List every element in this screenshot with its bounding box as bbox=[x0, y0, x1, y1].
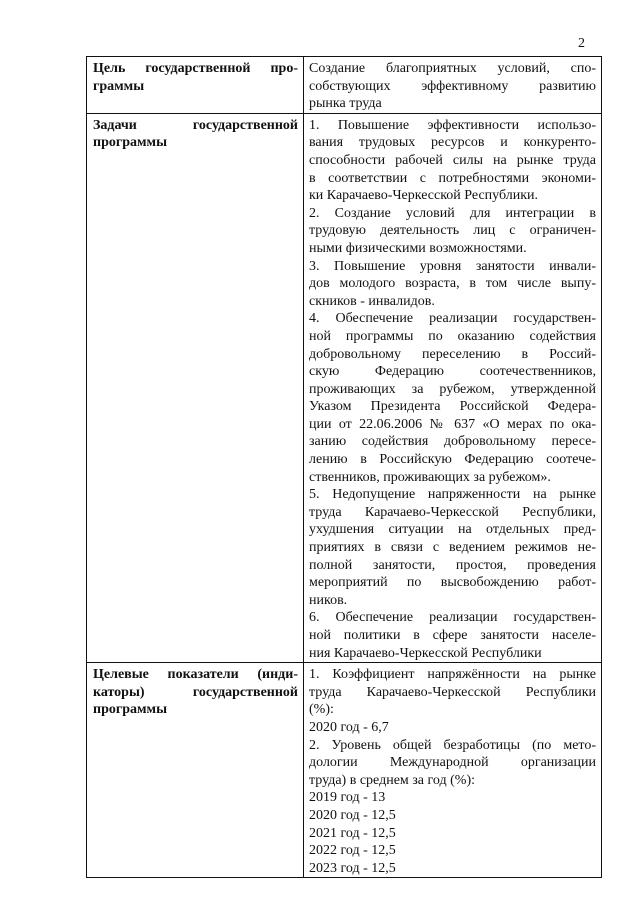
program-passport-table bbox=[86, 56, 602, 878]
value-line: скников - инвалидов. bbox=[309, 293, 435, 309]
value-line: в соответствии с потребностями экономи- bbox=[309, 170, 596, 186]
value-line: приятиях в связи с ведением режимов не- bbox=[309, 540, 596, 556]
value-line: проживающих за рубежом, утвержденной bbox=[309, 381, 596, 397]
value-line: добровольному переселению в Россий- bbox=[309, 346, 596, 362]
value-line: скую Федерацию соотечественников, bbox=[309, 364, 596, 380]
value-line: ными физическими возможностями. bbox=[309, 240, 527, 256]
value-line: 1. Повышение эффективности использо- bbox=[309, 117, 596, 133]
value-line: собствующих эффективному развитию bbox=[309, 78, 596, 94]
value-line: дов молодого возраста, в том числе выпу- bbox=[309, 276, 596, 292]
value-line: ственников, проживающих за рубежом». bbox=[309, 469, 551, 485]
label-line: каторы) государственной bbox=[93, 684, 298, 700]
label-line: программы bbox=[93, 702, 167, 718]
row-value-tasks bbox=[304, 113, 602, 662]
value-line: 5. Недопущение напряженности на рынке bbox=[309, 487, 596, 503]
value-line: ции от 22.06.2006 № 637 «О мерах по ока- bbox=[309, 416, 596, 432]
value-line: труда Карачаево-Черкесской Республики, bbox=[309, 504, 596, 520]
value-line: трудовую деятельность лиц с ограничен- bbox=[309, 223, 596, 239]
value-line: ки Карачаево-Черкесской Республики. bbox=[309, 188, 539, 204]
value-line: рынка труда bbox=[309, 96, 382, 112]
value-line: 2022 год - 12,5 bbox=[309, 843, 396, 859]
label-line: граммы bbox=[93, 78, 145, 94]
value-line: 4. Обеспечение реализации государствен- bbox=[309, 311, 596, 327]
value-line: труда Карачаево-Черкесской Республики bbox=[309, 684, 596, 700]
value-line: мероприятий по высвобождению работ- bbox=[309, 575, 596, 591]
value-line: ухудшения ситуации на отдельных пред- bbox=[309, 522, 596, 538]
label-line: Задачи государственной bbox=[93, 117, 298, 133]
value-line: ников. bbox=[309, 592, 348, 608]
row-value-goal bbox=[304, 57, 602, 114]
value-line: 2021 год - 12,5 bbox=[309, 825, 396, 841]
value-line: ной программы по оказанию содействия bbox=[309, 328, 596, 344]
value-line: Указом Президента Российской Федера- bbox=[309, 399, 596, 415]
row-label-indicators bbox=[87, 663, 304, 878]
table-row-tasks bbox=[87, 113, 602, 662]
value-line: дологии Международной организации bbox=[309, 755, 596, 771]
value-line: 6. Обеспечение реализации государствен- bbox=[309, 610, 596, 626]
row-value-indicators bbox=[304, 663, 602, 878]
value-line: занию содействия добровольному пересе- bbox=[309, 434, 596, 450]
value-line: ной политики в сфере занятости населе- bbox=[309, 628, 596, 643]
value-line: 2020 год - 12,5 bbox=[309, 807, 396, 823]
page-number: 2 bbox=[578, 36, 585, 51]
value-line: лению в Российскую Федерацию соотече- bbox=[309, 452, 596, 468]
value-line: 3. Повышение уровня занятости инвали- bbox=[309, 258, 596, 274]
label-line: программы bbox=[93, 135, 167, 151]
value-line: (%): bbox=[309, 702, 334, 718]
value-line: 1. Коэффициент напряжённости на рынке bbox=[309, 667, 596, 683]
value-line: ния Карачаево-Черкесской Республики bbox=[309, 645, 542, 661]
value-line: вания трудовых ресурсов и конкуренто- bbox=[309, 135, 596, 151]
value-line: 2023 год - 12,5 bbox=[309, 860, 396, 876]
value-line: труда) в среднем за год (%): bbox=[309, 772, 475, 788]
value-line: полной занятости, простоя, проведения bbox=[309, 557, 596, 573]
label-line: Цель государственной про- bbox=[93, 61, 298, 76]
value-line: Создание благоприятных условий, спо- bbox=[309, 61, 596, 76]
value-line: 2019 год - 13 bbox=[309, 790, 386, 806]
value-line: 2. Создание условий для интеграции в bbox=[309, 205, 596, 221]
table-row-indicators bbox=[87, 663, 602, 878]
value-line: 2. Уровень общей безработицы (по мето- bbox=[309, 737, 596, 753]
value-line: способности рабочей силы на рынке труда bbox=[309, 152, 596, 168]
row-label-tasks bbox=[87, 113, 304, 662]
table-row-goal bbox=[87, 57, 602, 114]
value-line: 2020 год - 6,7 bbox=[309, 719, 389, 735]
label-line: Целевые показатели (инди- bbox=[93, 667, 298, 683]
row-label-goal bbox=[87, 57, 304, 114]
